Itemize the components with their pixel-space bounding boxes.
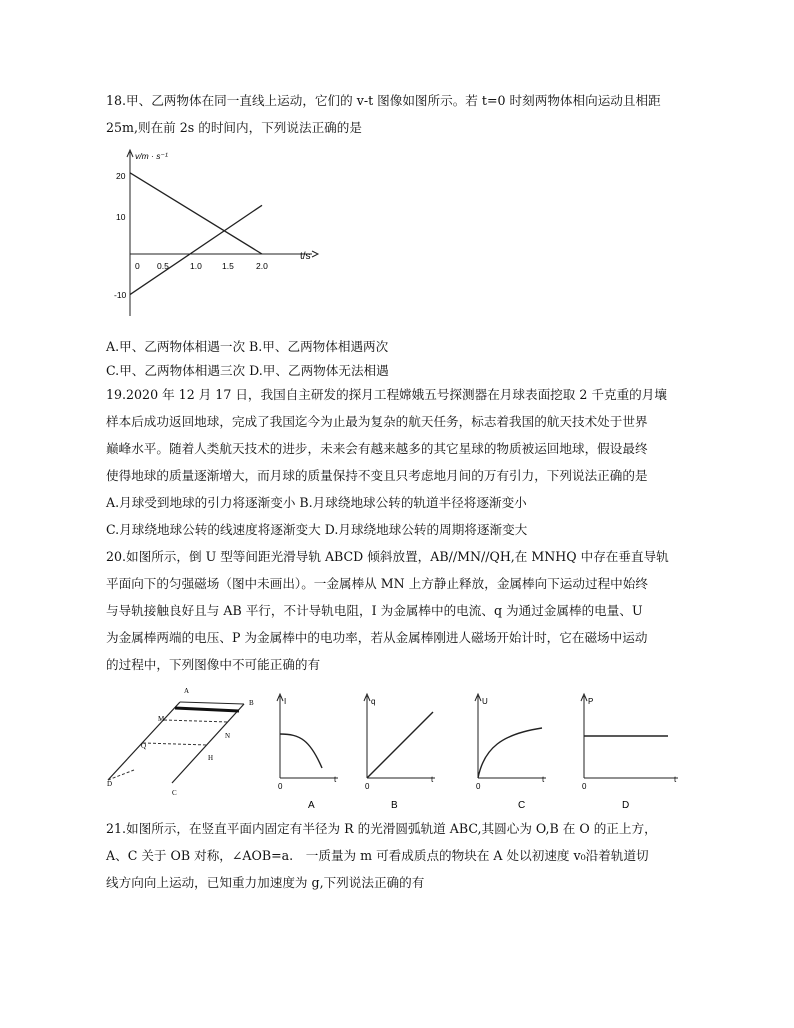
- rail-left: [108, 702, 180, 780]
- graph-a: [272, 690, 342, 812]
- graph-c-origin: 0: [476, 782, 481, 791]
- graph-b: [355, 690, 445, 812]
- q20-line-3: 与导轨接触良好且与 AB 平行，不计导轨电阻，I 为金属棒中的电流、q 为通过金属棒的电量、U: [106, 603, 643, 618]
- q20-line-4: 为金属棒两端的电压、P 为金属棒中的电功率，若从金属棒刚进人磁场开始计时，它在磁场中运动: [106, 630, 648, 645]
- graph-a-ylabel: I: [284, 697, 287, 706]
- vt-xtick-2.0: 2.0: [256, 261, 268, 271]
- graph-b-line: [367, 712, 433, 778]
- q20-line-1: 20.如图所示，倒 U 型等间距光滑导轨 ABCD 倾斜放置，AB//MN//QH,在 MNHQ 中存在垂直导轨: [106, 549, 669, 564]
- vt-ytick-neg10: -10: [114, 290, 127, 300]
- q18-option-cd: C.甲、乙两物体相遇三次 D.甲、乙两物体无法相遇: [106, 363, 389, 378]
- vt-xlabel: t/s: [300, 251, 311, 262]
- metal-rod: [175, 708, 239, 711]
- graph-c-curve: [478, 728, 542, 778]
- graph-c: [466, 690, 556, 812]
- q18-line-2: 25m,则在前 2s 的时间内，下列说法正确的是: [106, 120, 362, 135]
- rail-diagram: [108, 684, 268, 814]
- graph-c-caption: C: [518, 800, 526, 811]
- vt-series-line-1: [130, 173, 262, 254]
- rail-label-a: A: [184, 687, 190, 695]
- q18-option-ab: A.甲、乙两物体相遇一次 B.甲、乙两物体相遇两次: [106, 339, 389, 354]
- q19-option-cd: C.月球绕地球公转的线速度将逐渐变大 D.月球绕地球公转的周期将逐渐变大: [106, 522, 528, 537]
- boundary-qh: [143, 743, 208, 745]
- graph-d: [574, 690, 684, 812]
- graph-a-caption: A: [308, 800, 315, 811]
- q21-line-2: A、C 关于 OB 对称，∠AOB=a. 一质量为 m 可看成质点的物块在 A 处以初速度 v₀沿着轨道切: [106, 848, 649, 863]
- vt-chart: [108, 146, 328, 322]
- graph-b-tlabel: t: [431, 775, 434, 784]
- graph-b-origin: 0: [365, 782, 370, 791]
- vt-ylabel: v/m · s⁻¹: [135, 151, 168, 161]
- vt-series-line-2: [130, 205, 262, 294]
- graph-b-ylabel: q: [371, 697, 376, 706]
- q19-line-4: 使得地球的质量逐渐增大，而月球的质量保持不变且只考虑地月间的万有引力，下列说法正确的是: [106, 468, 648, 483]
- q19-option-ab: A.月球受到地球的引力将逐渐变小 B.月球绕地球公转的轨道半径将逐渐变小: [106, 495, 527, 510]
- graph-c-ylabel: U: [482, 697, 488, 706]
- rail-top-ab: [180, 702, 244, 704]
- graph-c-tlabel: t: [542, 775, 545, 784]
- rail-label-c: C: [172, 789, 177, 797]
- rail-right: [172, 704, 244, 783]
- graph-b-caption: B: [391, 800, 398, 811]
- rail-label-n: N: [225, 732, 231, 740]
- graph-a-origin: 0: [278, 782, 283, 791]
- vt-x-arrow: [312, 251, 318, 257]
- graph-d-origin: 0: [582, 782, 587, 791]
- q19-line-3: 巅峰水平。随着人类航天技术的进步，未来会有越来越多的其它星球的物质被运回地球，假设最终: [106, 441, 648, 456]
- q21-line-3: 线方向向上运动，已知重力加速度为 g,下列说法正确的有: [106, 875, 425, 890]
- rail-label-d: D: [107, 780, 113, 788]
- graph-d-ylabel: P: [588, 697, 594, 706]
- q19-line-1: 19.2020 年 12 月 17 日，我国自主研发的探月工程嫦娥五号探测器在月球表面挖取 2 千克重的月壤: [106, 387, 667, 402]
- vt-xtick-0.5: 0.5: [157, 261, 169, 271]
- vt-ytick-20: 20: [116, 171, 126, 181]
- vt-ytick-10: 10: [116, 212, 126, 222]
- graph-a-tlabel: t: [334, 775, 337, 784]
- rail-label-b: B: [249, 699, 254, 707]
- q18-line-1: 18.甲、乙两物体在同一直线上运动，它们的 v-t 图像如图所示。若 t=0 时刻两物体相向运动且相距: [106, 93, 661, 108]
- vt-xtick-1.5: 1.5: [222, 261, 234, 271]
- graph-a-curve: [280, 734, 322, 768]
- q19-line-2: 样本后成功返回地球，完成了我国迄今为止最为复杂的航天任务，标志着我国的航天技术处于世界: [106, 414, 648, 429]
- graph-d-caption: D: [622, 800, 630, 811]
- rail-label-m: M: [158, 715, 165, 723]
- boundary-mn: [164, 720, 228, 722]
- q20-line-2: 平面向下的匀强磁场（图中未画出）。一金属棒从 MN 上方静止释放，金属棒向下运动过程中始终: [106, 576, 648, 591]
- rail-label-h: H: [208, 754, 214, 762]
- rail-label-q: Q: [141, 742, 147, 750]
- q21-line-1: 21.如图所示，在竖直平面内固定有半径为 R 的光滑圆弧轨道 ABC,其圆心为 O,B 在 O 的正上方，: [106, 821, 657, 836]
- q20-line-5: 的过程中，下列图像中不可能正确的有: [106, 657, 321, 672]
- vt-xtick-0: 0: [135, 261, 140, 271]
- graph-d-tlabel: t: [674, 775, 677, 784]
- vt-xtick-1.0: 1.0: [190, 261, 202, 271]
